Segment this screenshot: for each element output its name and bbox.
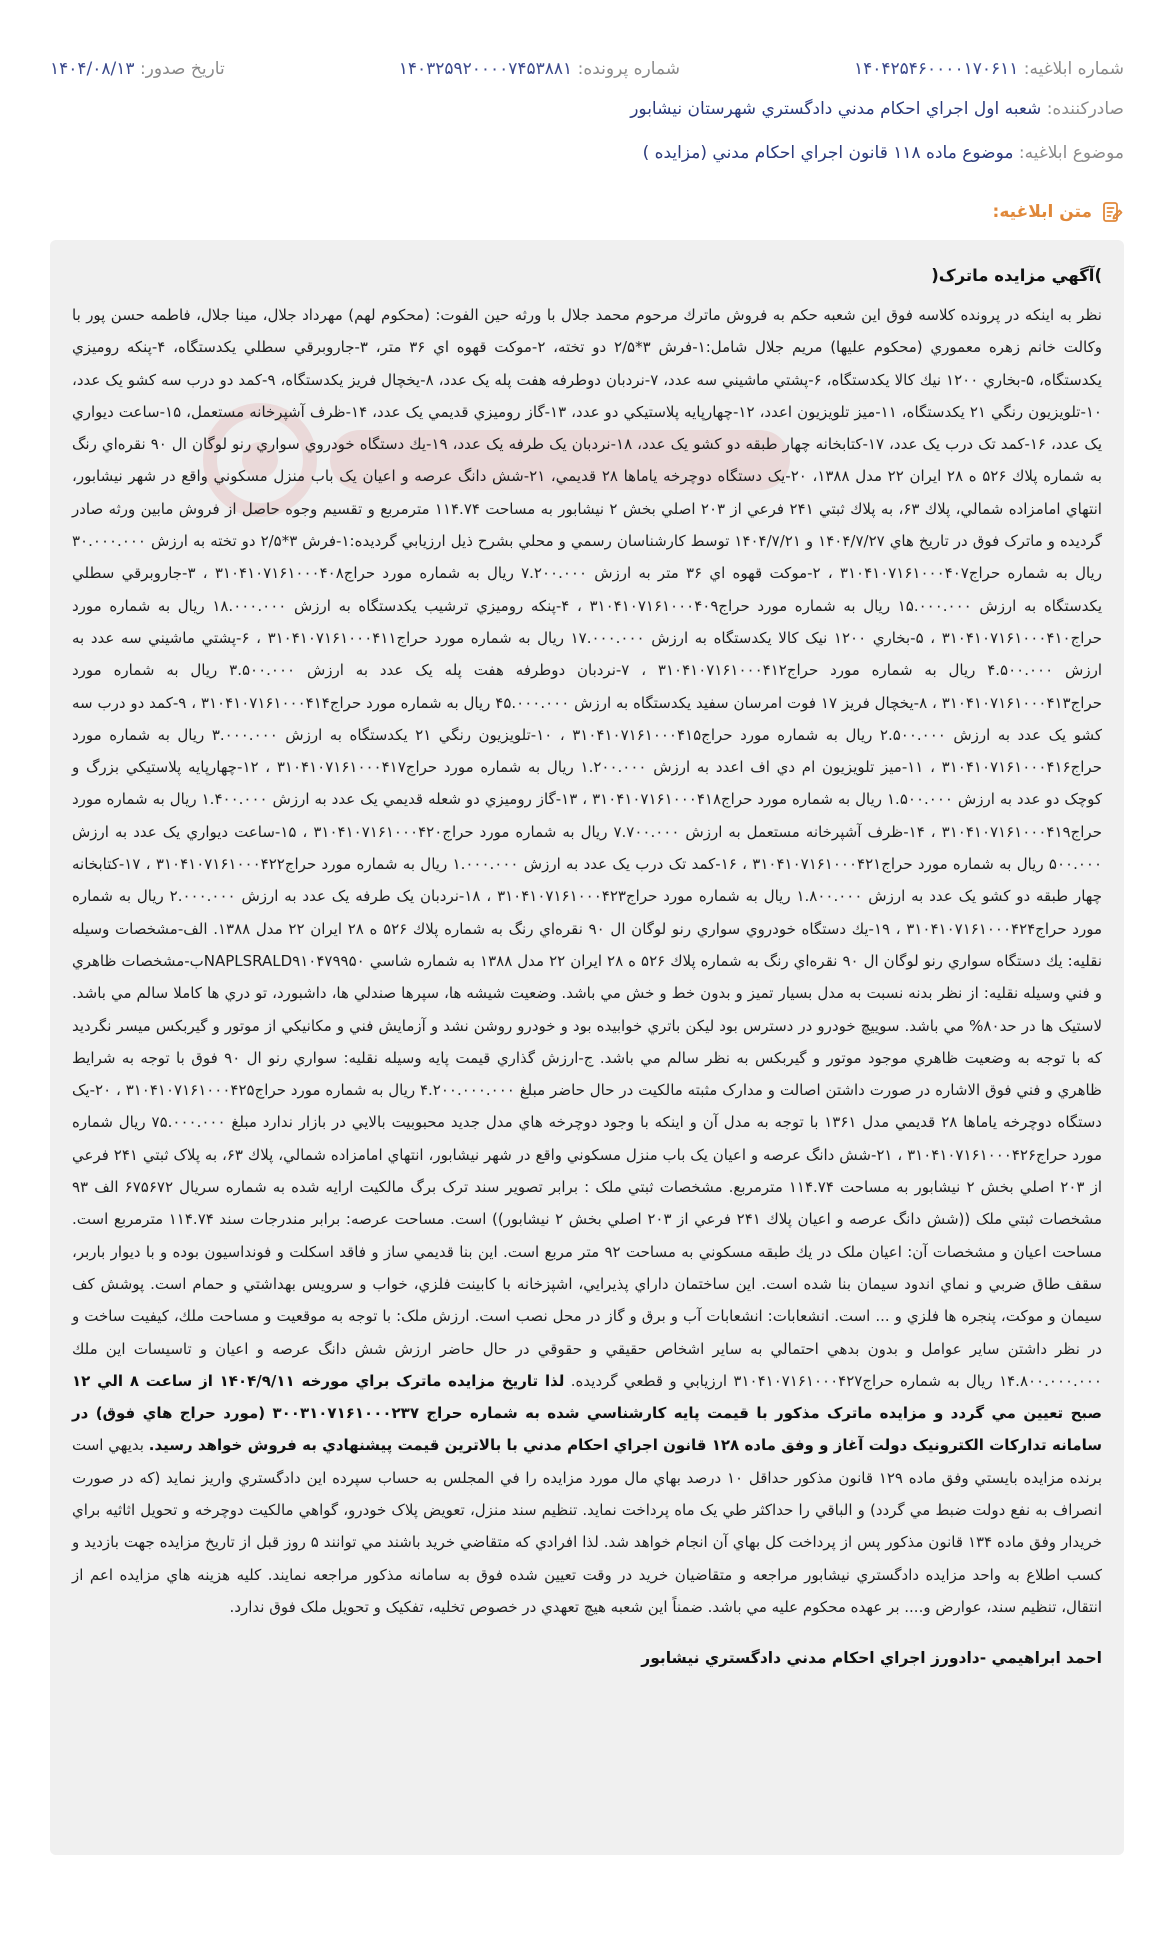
issue-date-value: ۱۴۰۴/۰۸/۱۳ bbox=[50, 59, 135, 79]
header-row-numbers bbox=[50, 58, 1124, 80]
case-number bbox=[399, 58, 680, 80]
notice-text-section-title bbox=[993, 200, 1124, 224]
notice-number-label: شماره ابلاغيه: bbox=[1023, 59, 1124, 79]
issue-date-label: تاريخ صدور: bbox=[139, 59, 225, 79]
issuer-value: شعبه اول اجراي احكام مدني دادگستري شهرستان نيشابور bbox=[630, 99, 1042, 119]
ad-body-bold: لذا تاريخ مزايده ماترک براي مورخه ۱۴۰۴/۹/۱۱ از ساعت ۸ الي ۱۲ صبح تعيين مي گردد و مزايده ماترک مذکور با قيمت پايه کارشناسي شده به شماره حراج ۳۰۰۳۱۰۷۱۶۱۰۰۰۲۳۷ (مورد حراج هاي فوق) در سامانه تداركات الكترونيک دولت آغاز و وفق ماده ۱۲۸ قانون اجراي احكام مدني با بالاترين قيمت پيشنهادي به فروش خواهد رسيد. bbox=[72, 1371, 1103, 1455]
ad-body-main: نظر به اينكه در پرونده كلاسه فوق اين شعبه حكم به فروش ماترك مرحوم محمد جلال با ورثه حين الفوت: (محكوم لهم) مهرداد جلال، مينا جلال، فاطمه حسن پور با وكالت خانم زهره معموري (محكوم عليها) مريم جلال شامل:۱-فرش ۳*۲/۵ دو تخته، ۲-موكت قهوه اي ۳۶ متر، ۳-جاروبرقي سطلي يكدستگاه، ۴-پنكه روميزي يكدستگاه، ۵-بخاري ۱۲۰۰ نيك كالا يكدستگاه، ۶-پشتي ماشيني سه عدد، ۷-نردبان دوطرفه هفت پله يک عدد، ۸-يخچال فريز يكدستگاه، ۹-كمد دو درب سه كشو يک عدد، ۱۰-تلويزيون رنگي ۲۱ يكدستگاه، ۱۱-ميز تلويزيون اعدد، ۱۲-چهارپايه پلاستيكي دو عدد، ۱۳-گاز روميزي قديمي يک عدد، ۱۴-ظرف آشپرخانه مستعمل، ۱۵-ساعت ديواري يک عدد، ۱۶-كمد تک درب يک عدد، ۱۷-كتابخانه چهار طبقه دو كشو يک عدد، ۱۸-نردبان يک طرفه يک عدد، ۱۹-يك دستگاه خودروي سواري رنو لوگان ال ۹۰ نقره‌اي رنگ به شماره پلاك ۵۲۶ ه ۲۸ ايران ۲۲ مدل ۱۳۸۸، ۲۰-يک دستگاه دوچرخه ياماها ۲۸ قديمي، ۲۱-شش دانگ عرصه و اعيان يک باب منزل مسكوني واقع در شهر نيشابور، انتهاي امامزاده شمالي، پلاك ۶۳، به پلاك ثبتي ۲۴۱ فرعي از ۲۰۳ اصلي بخش ۲ نيشابور به مساحت ۱۱۴.۷۴ مترمربع و تقسيم وجوه حاصل از فروش مابين ورثه صادر گرديده و ماترک فوق در تاريخ هاي ۱۴۰۴/۷/۲۷ و ۱۴۰۴/۷/۲۱ توسط كارشناسان رسمي و محلي بشرح ذيل ارزيابي گرديده:۱-فرش ۳*۲/۵ دو تخته به ارزش ۳۰.۰۰۰.۰۰۰ ريال به شماره حراج۳۱۰۴۱۰۷۱۶۱۰۰۰۴۰۷ ، ۲-موكت قهوه اي ۳۶ متر به ارزش ۷.۲۰۰.۰۰۰ ريال به شماره مورد حراج۳۱۰۴۱۰۷۱۶۱۰۰۰۴۰۸ ، ۳-جاروبرقي سطلي يكدستگاه به ارزش ۱۵.۰۰۰.۰۰۰ ريال به شماره مورد حراج۳۱۰۴۱۰۷۱۶۱۰۰۰۴۰۹ ، ۴-پنكه روميزي ترشيب يكدستگاه به ارزش ۱۸.۰۰۰.۰۰۰ ريال به شماره مورد حراج۳۱۰۴۱۰۷۱۶۱۰۰۰۴۱۰ ، ۵-بخاري ۱۲۰۰ نيک كالا يكدستگاه به ارزش ۱۷.۰۰۰.۰۰۰ ريال به شماره مورد حراج۳۱۰۴۱۰۷۱۶۱۰۰۰۴۱۱ ، ۶-پشتي ماشيني سه عدد به ارزش ۴.۵۰۰.۰۰۰ ريال به شماره مورد حراج۳۱۰۴۱۰۷۱۶۱۰۰۰۴۱۲ ، ۷-نردبان دوطرفه هفت پله يک عدد به ارزش ۳.۵۰۰.۰۰۰ ريال به شماره مورد حراج۳۱۰۴۱۰۷۱۶۱۰۰۰۴۱۳ ، ۸-يخچال فريز ۱۷ فوت امرسان سفيد يكدستگاه به ارزش ۴۵.۰۰۰.۰۰۰ ريال به شماره مورد حراج۳۱۰۴۱۰۷۱۶۱۰۰۰۴۱۴ ، ۹-كمد دو درب سه كشو يک عدد به ارزش ۲.۵۰۰.۰۰۰ ريال به شماره مورد حراج۳۱۰۴۱۰۷۱۶۱۰۰۰۴۱۵ ، ۱۰-تلويزيون رنگي ۲۱ يكدستگاه به ارزش ۳.۰۰۰.۰۰۰ ريال به شماره مورد حراج۳۱۰۴۱۰۷۱۶۱۰۰۰۴۱۶ ، ۱۱-ميز تلويزيون ام دي اف اعدد به ارزش ۱.۲۰۰.۰۰۰ ريال به شماره مورد حراج۳۱۰۴۱۰۷۱۶۱۰۰۰۴۱۷ ، ۱۲-چهارپايه پلاستيكي بزرگ و كوچک دو عدد به ارزش ۱.۵۰۰.۰۰۰ ريال به شماره مورد حراج۳۱۰۴۱۰۷۱۶۱۰۰۰۴۱۸ ، ۱۳-گاز روميزي دو شعله قديمي يک عدد به ارزش ۱.۴۰۰.۰۰۰ ريال به شماره مورد حراج۳۱۰۴۱۰۷۱۶۱۰۰۰۴۱۹ ، ۱۴-ظرف آشپرخانه مستعمل به ارزش ۷.۷۰۰.۰۰۰ ريال به شماره مورد حراج۳۱۰۴۱۰۷۱۶۱۰۰۰۴۲۰ ، ۱۵-ساعت ديواري يک عدد به ارزش ۵۰۰.۰۰۰ ريال به شماره مورد حراج۳۱۰۴۱۰۷۱۶۱۰۰۰۴۲۱ ، ۱۶-كمد تک درب يک عدد به ارزش ۱.۰۰۰.۰۰۰ ريال به شماره مورد حراج۳۱۰۴۱۰۷۱۶۱۰۰۰۴۲۲ ، ۱۷-كتابخانه چهار طبقه دو كشو يک عدد به ارزش ۱.۸۰۰.۰۰۰ ريال به شماره مورد حراج۳۱۰۴۱۰۷۱۶۱۰۰۰۴۲۳ ، ۱۸-نردبان يک طرفه يک عدد به ارزش ۲.۰۰۰.۰۰۰ ريال به شماره مورد حراج۳۱۰۴۱۰۷۱۶۱۰۰۰۴۲۴ ، ۱۹-يك دستگاه خودروي سواري رنو لوگان ال ۹۰ نقره‌اي رنگ به شماره پلاك ۵۲۶ ه ۲۸ ايران ۲۲ مدل ۱۳۸۸. الف-مشخصات وسيله نقليه: يك دستگاه سواري رنو لوگان ال ۹۰ نقره‌اي رنگ به شماره پلاك ۵۲۶ ه ۲۸ ايران ۲۲ مدل ۱۳۸۸ به شماره شاسي NAPLSRALD۹۱۰۴۷۹۹۵۰ب-مشخصات ظاهري و فني وسيله نقليه: از نظر بدنه نسبت به مدل بسيار تميز و بدون خط و خش مي باشد. وضعيت شيشه ها، سپرها صندلي ها، داشبورد، تو دري ها كاملا سالم مي باشد. لاستيک ها در حد۸۰% مي باشد. سوييچ خودرو در دسترس بود ليكن باتري خوابيده بود و خودرو روشن نشد و آزمايش فني و مكانيكي از موتور و گيربكس ميسر نگرديد كه با توجه به وضعيت ظاهري موجود موتور و گيربكس به نظر سالم مي باشد. ج-ارزش گذاري قيمت پايه وسيله نقليه: سواري رنو ال ۹۰ فوق با توجه به شرايط ظاهري و فني فوق الاشاره در صورت داشتن اصالت و مدارک مثبته مالكيت در حال حاضر مبلغ ۴.۲۰۰.۰۰۰.۰۰۰ ريال به شماره مورد حراج۳۱۰۴۱۰۷۱۶۱۰۰۰۴۲۵ ، ۲۰-يک دستگاه دوچرخه ياماها ۲۸ قديمي مدل ۱۳۶۱ با توجه به مدل آن و اينكه با وجود دوچرخه هاي مدل جديد محبوبيت بالايي در بازار ندارد مبلغ ۷۵.۰۰۰.۰۰۰ ريال شماره مورد حراج۳۱۰۴۱۰۷۱۶۱۰۰۰۴۲۶ ، ۲۱-شش دانگ عرصه و اعيان يک باب منزل مسكوني واقع در شهر نيشابور، انتهاي امامزاده شمالي، پلاك ۶۳، به پلاک ثبتي ۲۴۱ فرعي از ۲۰۳ اصلي بخش ۲ نيشابور به مساحت ۱۱۴.۷۴ مترمربع. مشخصات ثبتي ملک : برابر تصوير سند ترک برگ مالكيت ارايه شده به شماره سريال ۶۷۵۶۷۲ الف ۹۳ مشخصات ثبتي ملک ((شش دانگ عرصه و اعيان پلاك ۲۴۱ فرعي از ۲۰۳ اصلي بخش ۲ نيشابور)) است. مساحت عرصه: برابر مندرجات سند ۱۱۴.۷۴ مترمربع است. مساحت اعيان و مشخصات آن: اعيان ملک در يك طبقه مسكوني به مساحت ۹۲ متر مربع است. اين بنا قديمي ساز و فاقد اسكلت و فونداسيون بوده و با ديوار باربر، سقف طاق ضربي و نماي اندود سيمان بنا شده است. اين ساختمان داراي پذيرايي، اشپزخانه با كابينت فلزي، خواب و سرويس بهداشتي و حمام است. پوشش كف سيمان و موكت، پنجره ها فلزي و ... است. انشعابات: انشعابات آب و برق و گاز در محل نصب است. ارزش ملک: با توجه به موقعيت و مساحت ملك، كيفيت ساخت و در نظر داشتن ساير عوامل و بدون بدهي احتمالي به ساير اشخاص حقيقي و حقوقي در حال حاضر ارزش شش دانگ عرصه و اعيان و تاسيسات اين ملك ۱۴.۸۰۰.۰۰۰.۰۰۰ ريال به شماره حراج۳۱۰۴۱۰۷۱۶۱۰۰۰۴۲۷ ارزيابي و قطعي گرديده. bbox=[72, 306, 1103, 1390]
ad-body-tail: بديهي است برنده مزايده بايستي وفق ماده ۱۲۹ قانون مذكور حداقل ۱۰ درصد بهاي مال مورد مزايده را في المجلس به حساب سپرده اين دادگستري واريز نمايد (كه در صورت انصراف به نفع دولت ضبط مي گردد) و الباقي را حداكثر طي يک ماه پرداخت نمايد. تنظيم سند منزل، تعويض پلاک خودرو، گواهي مالكيت دوچرخه و تحويل اثاثيه براي خريدار وفق ماده ۱۳۴ قانون مذكور پس از پرداخت كل بهاي آن انجام خواهد شد. لذا افرادي كه متقاضي خريد باشند مي توانند ۵ روز قبل از تاريخ مزايده جهت بازديد و كسب اطلاع به واحد مزايده دادگستري نيشابور مراجعه و متقاضيان خريد در وقت تعيين شده فوق به سامانه مذكور مراجعه نمايند. كليه هزينه هاي مزايده اعم از انتقال، تنظيم سند، عوارض و.... بر عهده محكوم عليه مي باشد. ضمناً اين شعبه هيچ تعهدي در خصوص تخليه، تفكيک و تحويل ملک فوق ندارد. bbox=[72, 1436, 1103, 1616]
case-number-value: ۱۴۰۳۲۵۹۲۰۰۰۰۷۴۵۳۸۸۱ bbox=[398, 59, 573, 79]
ad-body bbox=[72, 299, 1102, 1623]
notice-number-value: ۱۴۰۴۲۵۴۶۰۰۰۰۱۷۰۶۱۱ bbox=[854, 59, 1019, 79]
issuer-label: صادرکننده: bbox=[1046, 99, 1124, 119]
issuer-row bbox=[50, 98, 1124, 120]
section-title-text: متن ابلاغيه: bbox=[992, 202, 1092, 222]
subject-label: موضوع ابلاغيه: bbox=[1018, 143, 1124, 163]
ad-heading: )آگهي مزايده ماترک( bbox=[931, 266, 1102, 285]
notice-content-box bbox=[50, 240, 1124, 1855]
notice-number bbox=[854, 58, 1124, 80]
subject-row bbox=[50, 142, 1124, 164]
signature: احمد ابراهيمي -دادورز اجراي احكام مدني دادگستري نيشابور bbox=[641, 1649, 1102, 1668]
case-number-label: شماره پرونده: bbox=[577, 59, 680, 79]
subject-value: موضوع ماده ۱۱۸ قانون اجراي احکام مدني (مزايده ) bbox=[642, 143, 1014, 163]
issue-date bbox=[50, 58, 225, 80]
document-edit-icon bbox=[1100, 200, 1124, 224]
